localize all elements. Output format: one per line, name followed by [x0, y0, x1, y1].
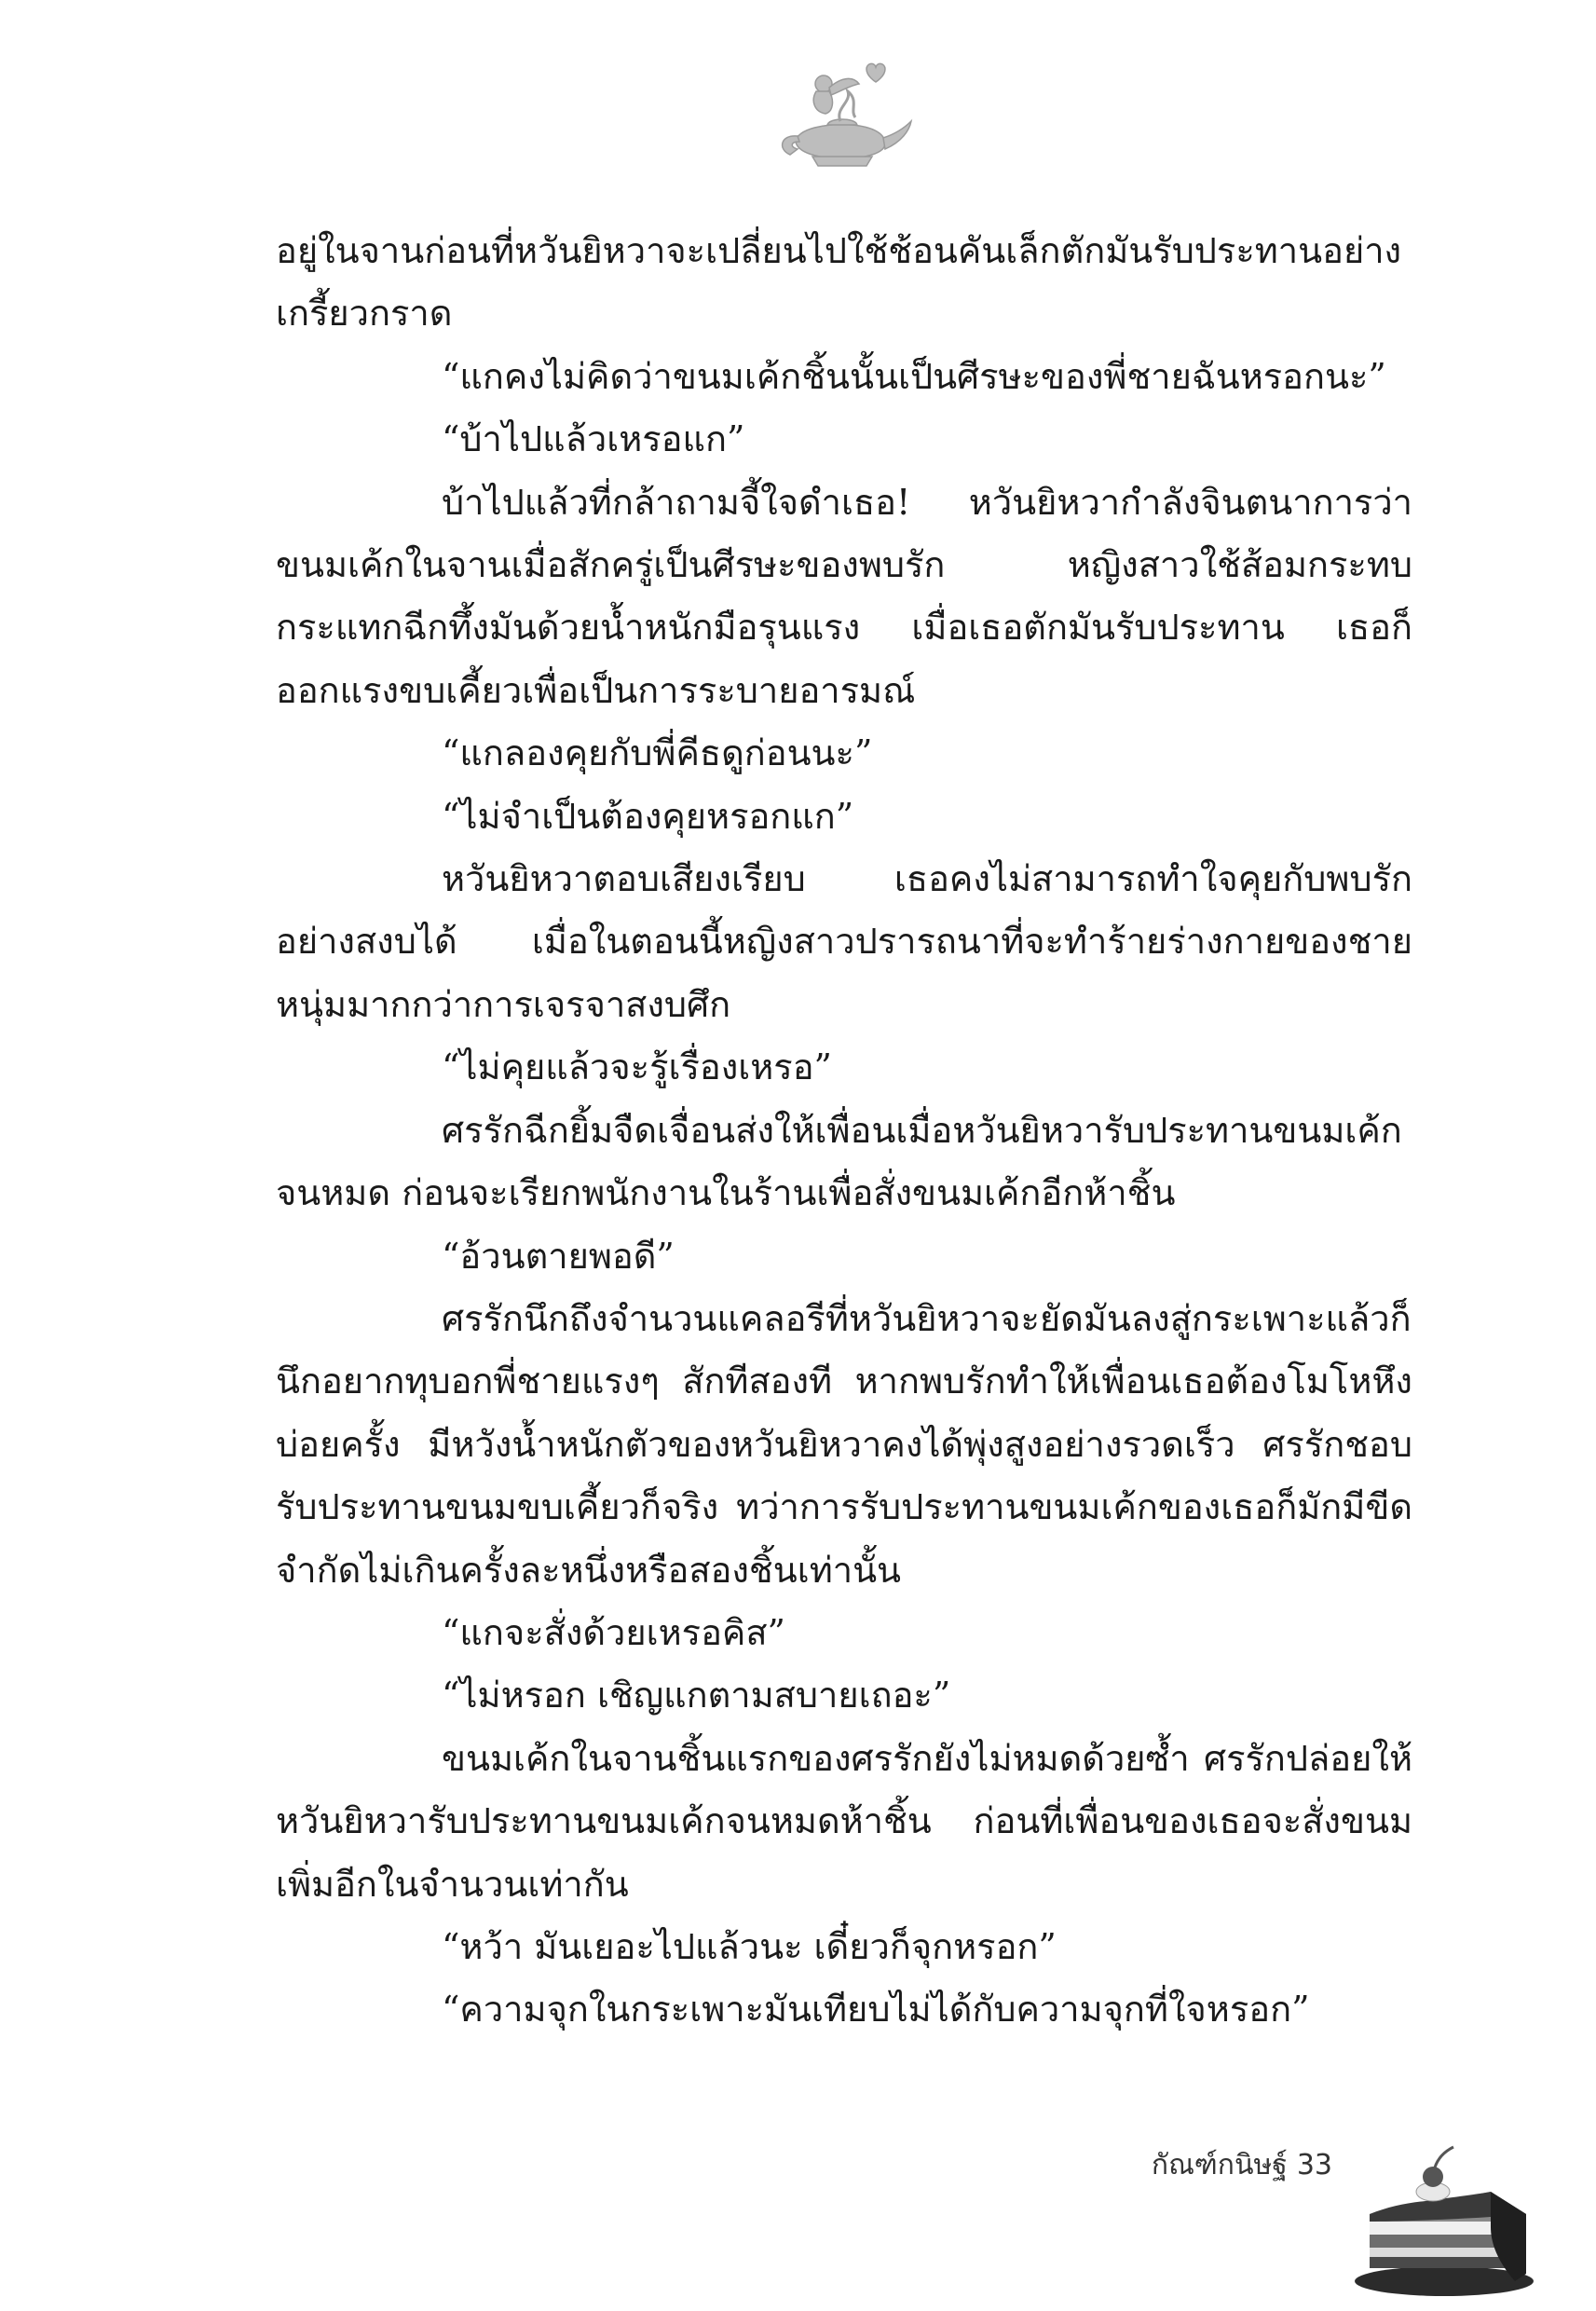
teapot-cupid-ornament-icon	[770, 56, 919, 177]
paragraph: “บ้าไปแล้วเหรอแก”	[442, 418, 745, 460]
paragraph: ศรรักฉีกยิ้มจืดเจื่อนส่งให้เพื่อนเมื่อหวันยิหวารับประทานขนมเค้กจนหมด ก่อนจะเรียกพนักงานในร้านเพื่อสั่งขนมเค้กอีกห้าชิ้น	[276, 1109, 1402, 1214]
footer-label	[1090, 2143, 1332, 2187]
paragraph: “ไม่หรอก เชิญแกตามสบายเถอะ”	[442, 1675, 951, 1716]
paragraph: “ไม่คุยแล้วจะรู้เรื่องเหรอ”	[442, 1046, 832, 1088]
paragraph: อยู่ในจานก่อนที่หวันยิหวาจะเปลี่ยนไปใช้ช้อนคันเล็กตักมันรับประทานอย่างเกรี้ยวกราด	[276, 230, 1402, 335]
paragraph: “ไม่จำเป็นต้องคุยหรอกแก”	[442, 795, 854, 837]
page-number: 33	[1296, 2149, 1332, 2181]
body-text	[276, 220, 1412, 2042]
paragraph: “อ้วนตายพอดี”	[442, 1235, 675, 1277]
paragraph: “หว้า มันเยอะไปแล้วนะ เดี๋ยวก็จุกหรอก”	[442, 1925, 1057, 1967]
paragraph: “แกคงไม่คิดว่าขนมเค้กชิ้นนั้นเป็นศีรษะของพี่ชายฉันหรอกนะ”	[442, 355, 1386, 397]
paragraph: “แกลองคุยกับพี่คีธดูก่อนนะ”	[442, 732, 873, 774]
page-footer	[1090, 2125, 1537, 2311]
cake-slice-icon	[1351, 2125, 1537, 2302]
paragraph: บ้าไปแล้วที่กล้าถามจี้ใจดำเธอ! หวันยิหวากำลังจินตนาการว่าขนมเค้กในจานเมื่อสักครู่เป็นศีรษะของพบรัก หญิงสาวใช้ส้อมกระทบกระแทกฉีกทึ้งมันด้วยน้ำหนักมือรุนแรง เมื่อเธอตักมันรับประทาน เธอก็ออกแรงขบเคี้ยวเพื่อเป็นการระบายอารมณ์	[276, 481, 1412, 711]
paragraph: “ความจุกในกระเพาะมันเทียบไม่ได้กับความจุกที่ใจหรอก”	[442, 1989, 1310, 2031]
book-title: กัณฑ์กนิษฐ์	[1151, 2149, 1288, 2181]
paragraph: ศรรักนึกถึงจำนวนแคลอรีที่หวันยิหวาจะยัดมันลงสู่กระเพาะแล้วก็นึกอยากทุบอกพี่ชายแรงๆ สักทีสองที หากพบรักทำให้เพื่อนเธอต้องโมโหหึงบ่อยครั้ง มีหวังน้ำหนักตัวของหวันยิหวาคงได้พุ่งสูงอย่างรวดเร็ว ศรรักชอบรับประทานขนมขบเคี้ยวก็จริง ทว่าการรับประทานขนมเค้กของเธอก็มักมีขีดจำกัดไม่เกินครั้งละหนึ่งหรือสองชิ้นเท่านั้น	[276, 1297, 1412, 1591]
paragraph: ขนมเค้กในจานชิ้นแรกของศรรักยังไม่หมดด้วยซ้ำ ศรรักปล่อยให้หวันยิหวารับประทานขนมเค้กจนหมดห้าชิ้น ก่อนที่เพื่อนของเธอจะสั่งขนมเพิ่มอีกในจำนวนเท่ากัน	[276, 1737, 1412, 1905]
paragraph: “แกจะสั่งด้วยเหรอคิส”	[442, 1611, 785, 1653]
paragraph: หวันยิหวาตอบเสียงเรียบ เธอคงไม่สามารถทำใจคุยกับพบรักอย่างสงบได้ เมื่อในตอนนี้หญิงสาวปรารถนาที่จะทำร้ายร่างกายของชายหนุ่มมากกว่าการเจรจาสงบศึก	[276, 858, 1412, 1025]
